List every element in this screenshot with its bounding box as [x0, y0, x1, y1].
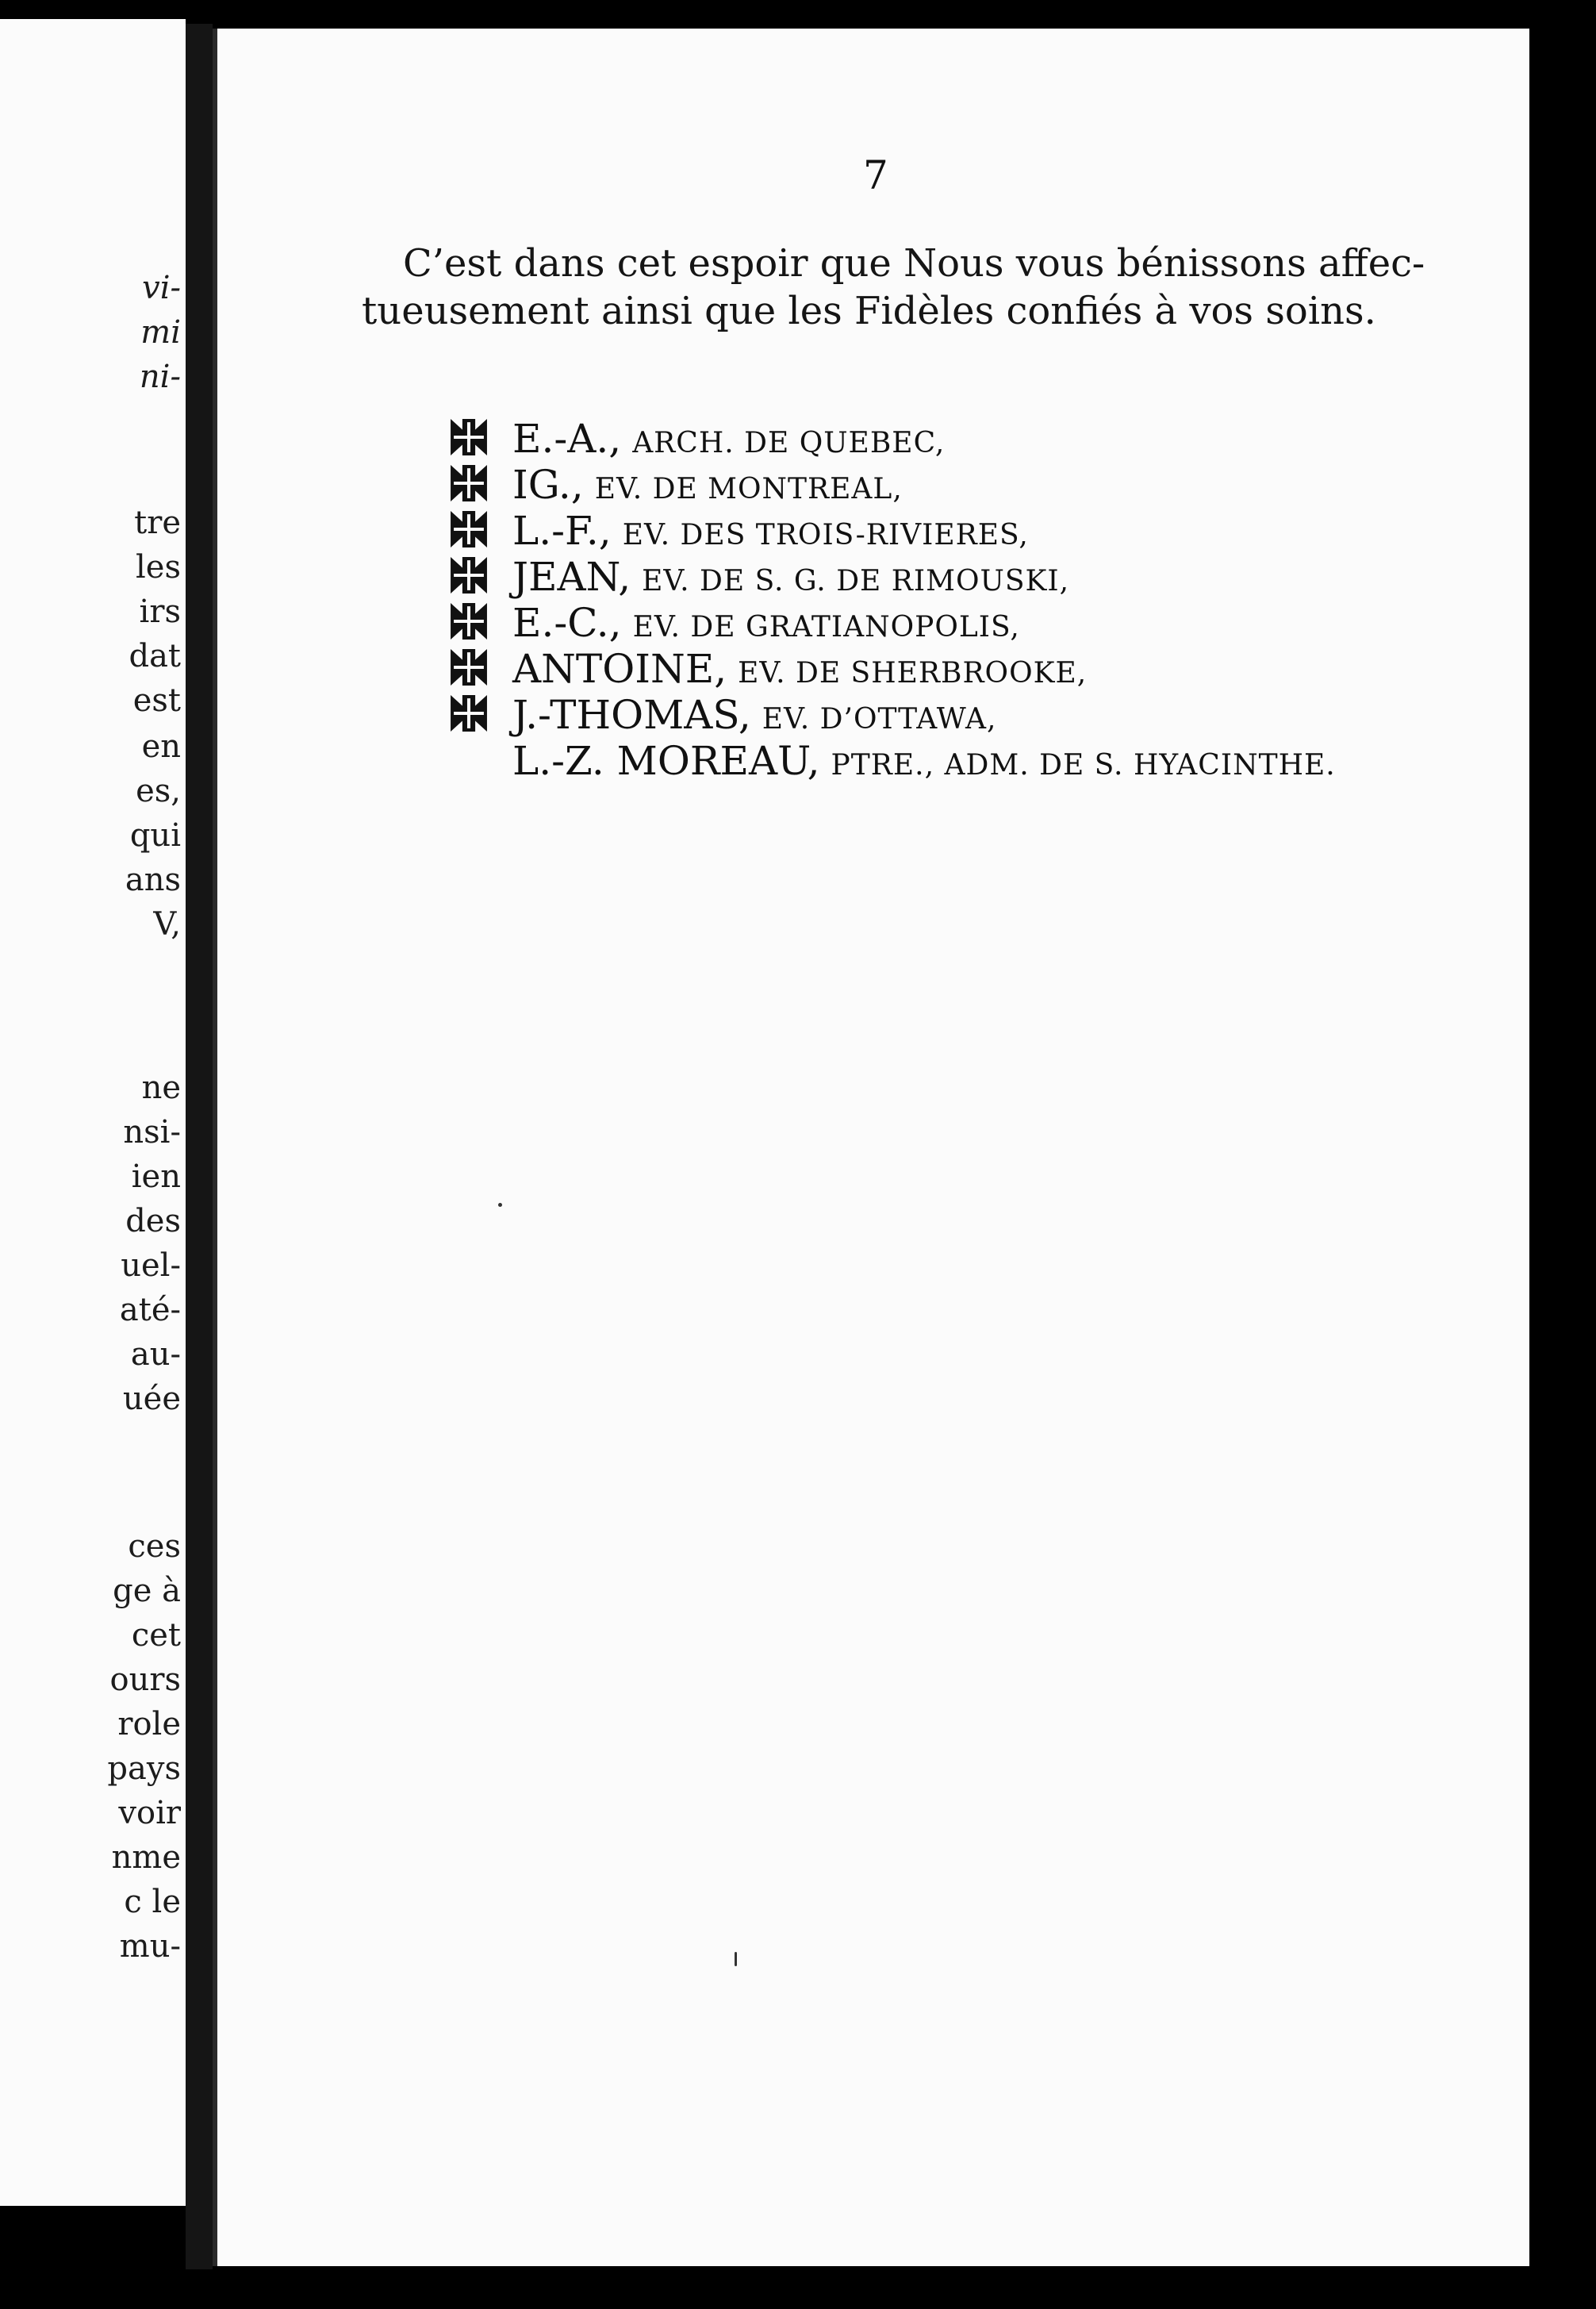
signature-row	[447, 508, 1029, 554]
maltese-cross-icon	[447, 554, 490, 597]
signature-row	[447, 600, 1020, 646]
left-page-line: uel-	[121, 1247, 181, 1284]
left-page-line: ne	[141, 1070, 181, 1106]
signatory-title: EV. DE S. G. DE RIMOUSKI,	[642, 565, 1070, 597]
maltese-cross-icon	[447, 416, 490, 459]
signatory-title: EV. DE GRATIANOPOLIS,	[632, 611, 1020, 644]
left-page-line: V,	[153, 906, 181, 943]
left-page-line: role	[117, 1706, 181, 1742]
left-page-line: c le	[124, 1884, 181, 1920]
maltese-cross-icon	[447, 692, 490, 735]
signatory-title: EV. DE MONTREAL,	[594, 473, 903, 505]
signatory-name: E.-C.,	[512, 600, 622, 646]
left-page-line: até-	[119, 1292, 181, 1328]
maltese-cross-icon	[447, 462, 490, 505]
left-page-line: ni-	[139, 359, 181, 395]
signatory-name: L.-F.,	[512, 508, 612, 554]
left-page-line: nsi-	[123, 1114, 181, 1151]
signatory-title: EV. D’OTTAWA,	[762, 703, 997, 736]
book-gutter	[186, 24, 213, 2269]
left-page-line: est	[132, 682, 181, 719]
signature-row	[447, 554, 1069, 600]
signatory-title: PTRE., ADM. DE S. HYACINTHE.	[831, 749, 1336, 782]
left-page-line: au-	[130, 1336, 181, 1373]
left-page-line: ge à	[113, 1573, 181, 1609]
left-page-line: es,	[136, 773, 181, 809]
signatory-title: EV. DE SHERBROOKE,	[738, 657, 1088, 690]
signature-row	[447, 416, 945, 462]
signature-row	[447, 462, 903, 508]
left-page-line: qui	[129, 817, 181, 854]
signatory-name: L.-Z. MOREAU,	[512, 738, 820, 784]
left-page-line: pays	[107, 1750, 181, 1787]
left-page-line: vi-	[142, 270, 181, 306]
left-page-line: des	[125, 1203, 181, 1239]
paragraph-line-1: C’est dans cet espoir que Nous vous bénissons affec-	[403, 241, 1425, 286]
left-page-line: uée	[122, 1381, 181, 1417]
left-page-line: les	[136, 549, 181, 586]
left-page-line: mi	[140, 314, 181, 351]
left-page-line: tre	[134, 505, 181, 541]
left-page-line: irs	[139, 594, 181, 630]
signatory-name: E.-A.,	[512, 416, 622, 462]
left-page-line: voir	[118, 1795, 181, 1831]
signature-row	[447, 646, 1087, 692]
left-page-line: cet	[131, 1617, 181, 1654]
signatory-title: ARCH. DE QUEBEC,	[632, 427, 946, 459]
left-page-fragment	[0, 19, 186, 2206]
signatory-name: J.-THOMAS,	[512, 692, 751, 738]
left-page-line: dat	[129, 638, 181, 674]
left-page-line: nme	[111, 1839, 181, 1876]
signatory-name: JEAN,	[512, 554, 631, 600]
paper-speck	[735, 1952, 737, 1966]
signatory-name: ANTOINE,	[512, 646, 727, 692]
left-page-line: mu-	[119, 1928, 181, 1965]
right-page	[213, 29, 1529, 2266]
left-page-line: ours	[109, 1662, 181, 1698]
left-page-line: ces	[128, 1528, 181, 1565]
signature-row	[512, 738, 1336, 784]
page-number: 7	[863, 152, 888, 198]
left-page-line: en	[141, 728, 181, 765]
paragraph-line-2: tueusement ainsi que les Fidèles confiés à vos soins.	[362, 289, 1376, 333]
paper-speck	[498, 1203, 502, 1207]
left-page-line: ien	[131, 1158, 181, 1195]
signature-row	[447, 692, 996, 738]
left-page-line: ans	[125, 862, 181, 898]
maltese-cross-icon	[447, 646, 490, 689]
signatory-title: EV. DES TROIS-RIVIERES,	[622, 519, 1029, 551]
signatory-name: IG.,	[512, 462, 584, 508]
maltese-cross-icon	[447, 600, 490, 643]
maltese-cross-icon	[447, 508, 490, 551]
